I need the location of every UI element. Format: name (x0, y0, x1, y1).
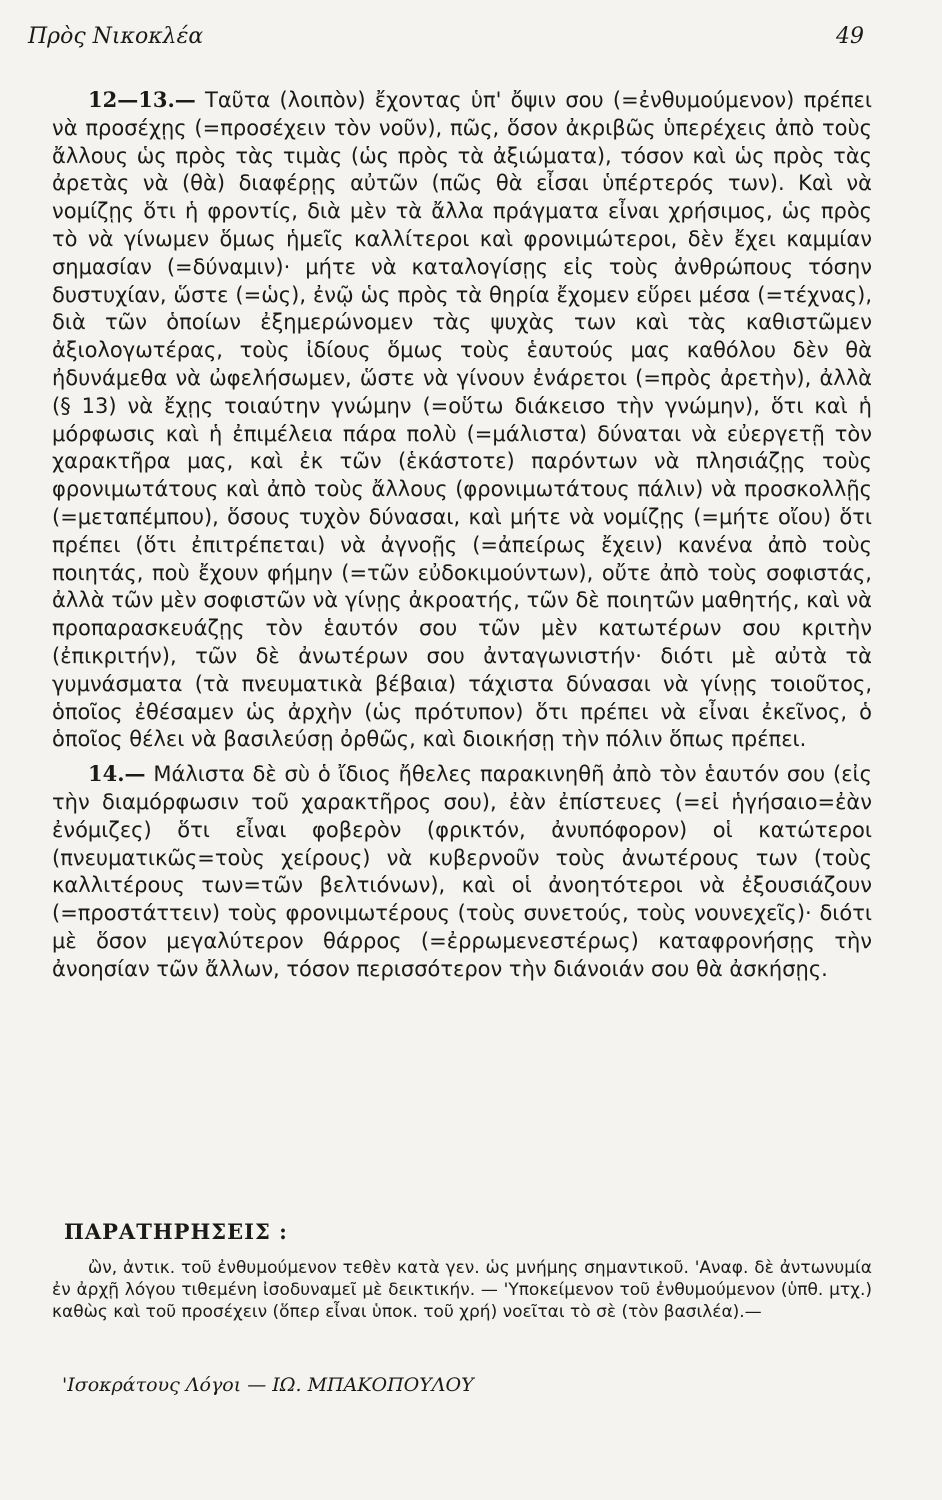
paragraph-12-13 (52, 86, 872, 754)
page-number: 49 (836, 24, 864, 49)
notes-text: ὢν, ἀντικ. τοῦ ἐνθυμούμενον τεθὲν κατὰ γεν. ὡς μνήμης σημαντικοῦ. 'Αναφ. δὲ ἀντωνυμία ἐν ἀρχῇ λόγου τιθεμένη ἰσοδυναμεῖ μὲ δεικτικήν. — 'Υποκείμενον τοῦ ἐνθυμούμενον (ὑπθ. μτχ.) καθὼς καὶ τοῦ προσέχειν (ὅπερ εἶναι ὑποκ. τοῦ χρή) νοεῖται τὸ σὲ (τὸν βασιλέα).— (52, 1258, 872, 1322)
notes (52, 1257, 872, 1323)
main-text (52, 86, 872, 984)
notes-heading: ΠΑΡΑΤΗΡΗΣΕΙΣ : (64, 1219, 288, 1244)
section-number: 14.— (88, 761, 146, 787)
paragraph-14 (52, 760, 872, 983)
paragraph-text: Ταῦτα (λοιπὸν) ἔχοντας ὑπ' ὄψιν σου (=ἐνθυμούμενον) πρέπει νὰ προσέχῃς (=προσέχειν τὸν νοῦν), πῶς, ὅσον ἀκριβῶς ὑπερέχεις ἀπὸ τοὺς ἄλλους ὡς πρὸς τὰς τιμὰς (ὡς πρὸς τὰ ἀξιώματα), τόσον καὶ ὡς πρὸς τὰς ἀρετὰς νὰ (θὰ) διαφέρῃς αὐτῶν (πῶς θὰ εἶσαι ὑπέρτερός των). Καὶ νὰ νομίζῃς ὅτι ἡ φροντίς, διὰ μὲν τὰ ἄλλα πράγματα εἶναι χρήσιμος, ὡς πρὸς τὸ νὰ γίνωμεν ὅμως ἡμεῖς καλλίτεροι καὶ φρονιμώτεροι, δὲν ἔχει καμμίαν σημασίαν (=δύναμιν)· μήτε νὰ καταλογίσῃς εἰς τοὺς ἀνθρώπους τόσην δυστυχίαν, ὥστε (=ὡς), ἐνῷ ὡς πρὸς τὰ θηρία ἔχομεν εὕρει μέσα (=τέχνας), διὰ τῶν ὁποίων ἐξημερώνομεν τὰς ψυχὰς των καὶ τὰς καθιστῶμεν ἀξιολογωτέρας, τοὺς ἰδίους ὅμως τοὺς ἑαυτούς μας καθόλου δὲν θὰ ἠδυνάμεθα νὰ ὠφελήσωμεν, ὥστε νὰ γίνουν ἐνάρετοι (=πρὸς ἀρετὴν), ἀλλὰ (§ 13) νὰ ἔχῃς τοιαύτην γνώμην (=οὕτω διάκεισο τὴν γνώμην), ὅτι καὶ ἡ μόρφωσις καὶ ἡ ἐπιμέλεια πάρα πολὺ (=μάλιστα) δύναται νὰ εὐεργετῇ τὸν χαρακτῆρα μας, καὶ ἐκ τῶν (ἑκάστοτε) παρόντων νὰ πλησιάζῃς τοὺς φρονιμωτάτους καὶ ἀπὸ τοὺς ἄλλους (φρονιμωτάτους πάλιν) νὰ προσκολλῇς (=μεταπέμπου), ὅσους τυχὸν δύνασαι, καὶ μήτε νὰ νομίζῃς (=μήτε οἴου) ὅτι πρέπει (ὅτι ἐπιτρέπεται) νὰ ἀγνοῇς (=ἀπείρως ἔχειν) κανένα ἀπὸ τοὺς ποιητάς, ποὺ ἔχουν φήμην (=τῶν εὐδοκιμούντων), οὔτε ἀπὸ τοὺς σοφιστάς, ἀλλὰ τῶν μὲν σοφιστῶν νὰ γίνῃς ἀκροατής, τῶν δὲ ποιητῶν μαθητής, καὶ νὰ προπαρασκευάζῃς τὸν ἑαυτόν σου τῶν μὲν κατωτέρων σου κριτὴν (ἐπικριτήν), τῶν δὲ ἀνωτέρων σου ἀνταγωνιστήν· διότι μὲ αὐτὰ τὰ γυμνάσματα (τὰ πνευματικὰ βέβαια) τάχιστα δύνασαι νὰ γίνῃς τοιοῦτος, ὁποῖος ἐθέσαμεν ὡς ἀρχὴν (ὡς πρότυπον) ὅτι πρέπει νὰ εἶναι ἐκεῖνος, ὁ ὁποῖος θέλει νὰ βασιλεύσῃ ὀρθῶς, καὶ διοικήσῃ τὴν πόλιν ὅπως πρέπει. (52, 88, 872, 752)
section-number: 12—13.— (88, 87, 196, 112)
running-head (28, 24, 864, 49)
running-title: Πρὸς Νικοκλέα (28, 24, 204, 49)
paragraph-text: Μάλιστα δὲ σὺ ὁ ἴδιος ἤθελες παρακινηθῆ ἀπὸ τὸν ἑαυτόν σου (εἰς τὴν διαμόρφωσιν τοῦ χαρακτῆρος σου), ἐὰν ἐπίστευες (=εἰ ἡγήσαιο=ἐὰν ἐνόμιζες) ὅτι εἶναι φοβερὸν (φρικτόν, ἀνυπόφορον) οἱ κατώτεροι (πνευματικῶς=τοὺς χείρους) νὰ κυβερνοῦν τοὺς ἀνωτέρους των (τοὺς καλλιτέρους των=τῶν βελτιόνων), καὶ οἱ ἀνοητότεροι νὰ ἐξουσιάζουν (=προστάττειν) τοὺς φρονιμωτέρους (τοὺς συνετούς, τοὺς νουνεχεῖς)· διότι μὲ ὅσον μεγαλύτερον θάρρος (=ἐρρωμενεστέρως) καταφρονήσῃς τὴν ἀνοησίαν τῶν ἄλλων, τόσον περισσότερον τὴν διάνοιάν σου θὰ ἀσκήσῃς. (52, 762, 872, 981)
footer-signature: 'Ισοκράτους Λόγοι — ΙΩ. ΜΠΑΚΟΠΟΥΛΟΥ (62, 1374, 474, 1396)
